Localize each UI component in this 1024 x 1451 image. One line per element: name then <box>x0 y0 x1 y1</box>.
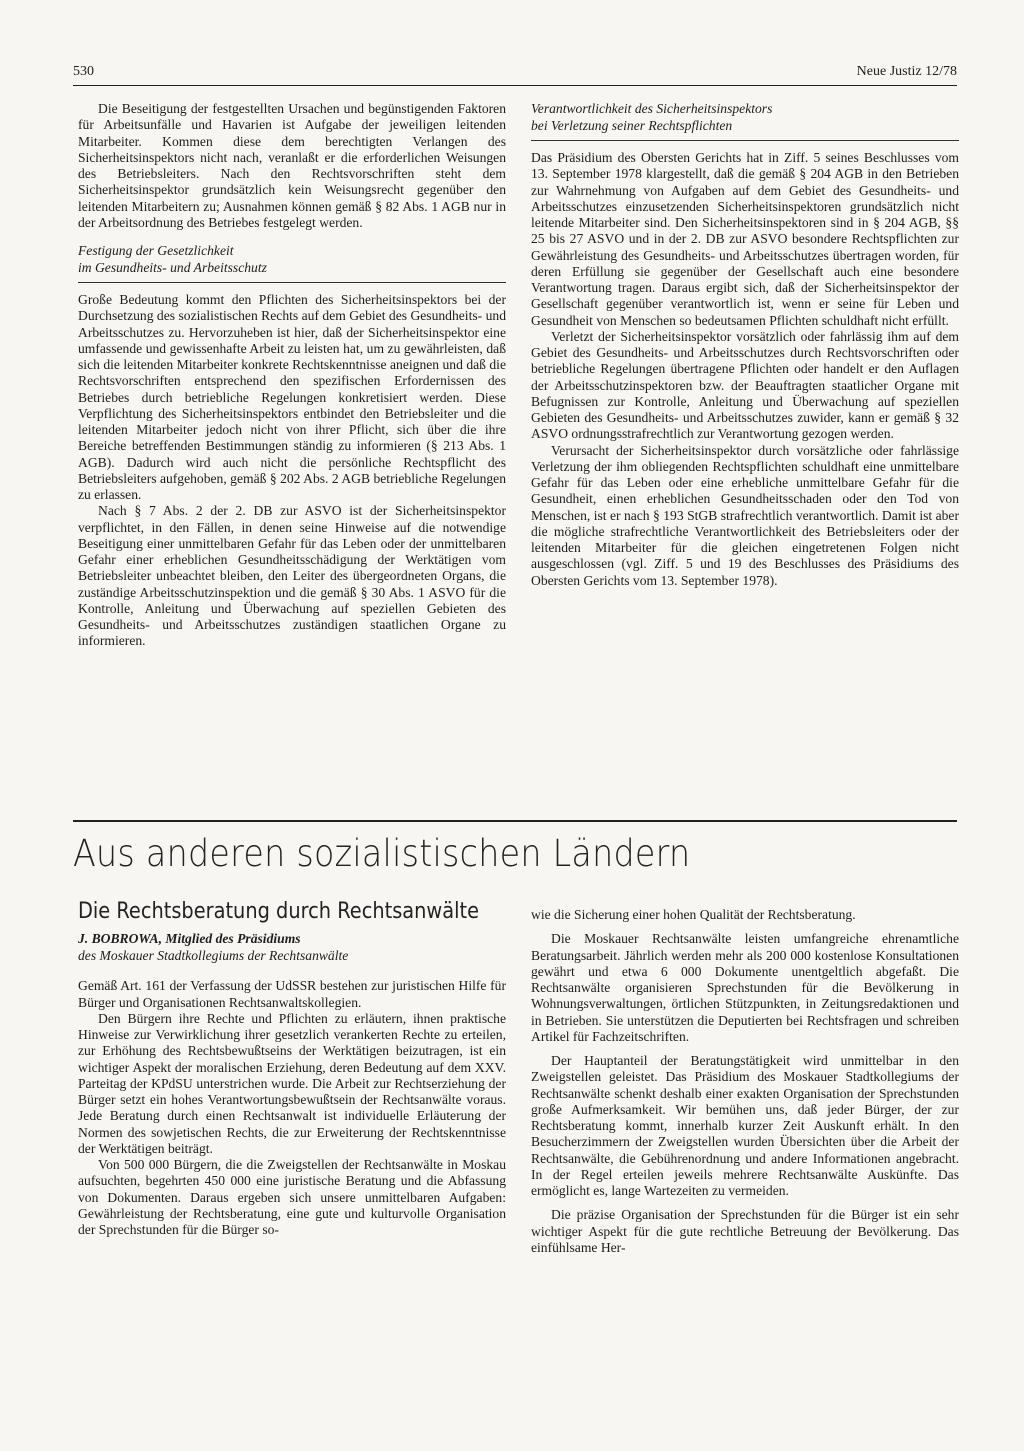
journal-issue: Neue Justiz 12/78 <box>856 64 957 79</box>
right-column-lower <box>531 907 959 1256</box>
subheading <box>531 101 959 134</box>
right-column-upper <box>531 101 959 589</box>
paragraph: Die Beseitigung der festgestellten Ursachen und begünstigenden Faktoren für Arbeitsunfälle und Havarien ist Aufgabe der jeweiligen leitenden Mitarbeiter. Kommen diese dem berechtigten Verlangen des Sicherheitsinspektors nicht nach, veranlaßt er die erforderlichen Weisungen des Betriebsleiters. Nach den Rechtsvorschriften steht dem Sicherheitsinspektor grundsätzlich kein Weisungsrecht gegenüber den leitenden Mitarbeitern zu; Ausnahmen können gemäß § 82 Abs. 1 AGB nur in der Arbeitsordnung des Betriebes festgelegt werden. <box>78 101 506 230</box>
header-rule <box>73 85 957 86</box>
subheading-rule <box>78 282 506 283</box>
paragraph: Die präzise Organisation der Sprechstunden für die Bürger ist ein sehr wichtiger Aspekt für die gute rechtliche Betreuung der Bevölkerung. Das einfühlsame Her- <box>531 1207 959 1255</box>
paragraph: Die Moskauer Rechtsanwälte leisten umfangreiche ehrenamtliche Beratungsarbeit. Jährlich werden mehr als 200 000 kostenlose Konsultationen gewährt und etwa 6 000 Dokumente unentgeltlich abgefaßt. Die Rechtsanwälte organisieren Sprechstunden für die Bevölkerung in Wohnungsverwaltungen, örtlichen Stützpunkten, in Zeitungsredaktionen und in Betrieben. Sie unterstützen die Deputierten bei Rechtsfragen und schreiben Artikel für Fachzeitschriften. <box>531 931 959 1044</box>
subheading-line: im Gesundheits- und Arbeitsschutz <box>78 259 267 275</box>
subheading-rule <box>531 140 959 141</box>
author-role: Mitglied des Präsidiums <box>161 931 301 947</box>
paragraph: Das Präsidium des Obersten Gerichts hat in Ziff. 5 seines Beschlusses vom 13. September 1978 klargestellt, daß die gemäß § 204 AGB in den Betrieben zur Wahrnehmung von Aufgaben auf dem Gebiet des Gesundheits- und Arbeitsschutzes einzusetzenden Sicherheitsinspektoren grundsätzlich nicht leitende Mitarbeiter sind. Den Sicherheitsinspektoren sind in § 204 AGB, §§ 25 bis 27 ASVO und in der 2. DB zur ASVO besondere Rechtspflichten zur Gewährleistung des Gesundheits- und Arbeitsschutzes übertragen worden, für deren Erfüllung sie gegenüber der Gesellschaft auch eine besondere Verantwortung tragen. Daraus ergibt sich, daß der Sicherheitsinspektor der Gesellschaft gegenüber verantwortlich ist, wenn er seine für Leben und Gesundheit von Menschen so bedeutsamen Pflichten schuldhaft nicht erfüllt. <box>531 150 959 328</box>
paragraph: Der Hauptanteil der Beratungstätigkeit wird unmittelbar in den Zweigstellen geleistet. Das Präsidium des Moskauer Stadtkollegiums der Rechtsanwälte schenkt deshalb einer exakten Organisation der Sprechstunden große Aufmerksamkeit. Wir bemühen uns, daß jeder Bürger, der zur Rechtsberatung kommt, innerhalb kurzer Zeit Auskunft erhält. In den Besucherzimmern der Zweigstellen wurden Übersichten über die Arbeit der Rechtsanwälte, die Gebührenordnung und andere Informationen angebracht. In der Regel erteilen jeweils mehrere Rechtsanwälte Auskünfte. Das ermöglicht es, lange Wartezeiten zu vermeiden. <box>531 1053 959 1198</box>
left-column-lower <box>78 899 506 1238</box>
page-header <box>73 64 957 80</box>
paragraph: Nach § 7 Abs. 2 der 2. DB zur ASVO ist der Sicherheitsinspektor verpflichtet, in den Fällen, in denen seine Hinweise auf die notwendige Beseitigung einer unmittelbaren Gefahr für das Leben oder der unmittelbaren Gefahr einer erheblichen Gesundheitsschädigung der Werktätigen vom Betriebsleiter unbeachtet bleiben, den Leiter des übergeordneten Organs, die zuständige Arbeitsschutzinspektion und die gemäß § 30 Abs. 1 ASVO für die Kontrolle, Anleitung und Überwachung auf speziellen Gebieten des Gesundheits- und Arbeitsschutzes zuständigen staatlichen Organe zu informieren. <box>78 503 506 649</box>
paragraph: Gemäß Art. 161 der Verfassung der UdSSR bestehen zur juristischen Hilfe für Bürger und Organisationen Rechtsanwaltskollegien. <box>78 978 506 1010</box>
paragraph: wie die Sicherung einer hohen Qualität der Rechtsberatung. <box>531 907 856 922</box>
author-byline <box>78 930 506 964</box>
subheading-line: bei Verletzung seiner Rechtspflichten <box>531 117 733 133</box>
paragraph: Verletzt der Sicherheitsinspektor vorsätzlich oder fahrlässig ihm auf dem Gebiet des Gesundheits- und Arbeitsschutzes durch Rechtsvorschriften oder betriebliche Regelungen übertragene Pflichten oder handelt er den Auflagen der Arbeitsschutzinspektoren bzw. der Beauftragten staatlicher Organe mit Befugnissen zur Kontrolle, Anleitung und Überwachung auf speziellen Gebieten des Gesundheits- und Arbeitsschutzes zuwider, kann er gemäß § 32 ASVO ordnungsstrafrechtlich zur Verantwortung gezogen werden. <box>531 328 959 442</box>
article-title: Die Rechtsberatung durch Rechtsanwälte <box>78 899 480 924</box>
subheading-line: Festigung der Gesetzlichkeit <box>78 243 234 258</box>
author-organization: des Moskauer Stadtkollegiums der Rechtsanwälte <box>78 948 349 964</box>
author-name: J. BOBROWA, <box>78 931 162 947</box>
paragraph: Von 500 000 Bürgern, die die Zweigstellen der Rechtsanwälte in Moskau aufsuchten, begehrten 450 000 eine juristische Beratung und die Abfassung von Dokumenten. Daraus ergeben sich unsere unmittelbaren Aufgaben: Gewährleistung der Rechtsberatung, eine gute und kulturvolle Organisation der Sprechstunden für die Bürger so- <box>78 1157 506 1237</box>
section-rule <box>73 820 957 822</box>
left-column-upper <box>78 101 506 650</box>
paragraph: Den Bürgern ihre Rechte und Pflichten zu erläutern, ihnen praktische Hinweise zur Verwirklichung ihrer gesetzlich verankerten Rechte zu erteilen, zur Erhöhung des Rechtsbewußtseins der Werktätigen beizutragen, ist ein wichtiger Aspekt der moralischen Erziehung, deren Bedeutung auf dem XXV. Parteitag der KPdSU unterstrichen wurde. Die Arbeit zur Rechtserziehung der Bürger setzt ein hohes Verantwortungsbewußtsein der Rechtsanwälte voraus. Jede Beratung durch einen Rechtsanwalt ist individuelle Erläuterung der Normen des sowjetischen Rechts, die zur Erweiterung der Rechtskenntnisse der Werktätigen beiträgt. <box>78 1010 506 1156</box>
subheading <box>78 243 506 276</box>
paragraph: Große Bedeutung kommt den Pflichten des Sicherheitsinspektors bei der Durchsetzung des sozialistischen Rechts auf dem Gebiet des Gesundheits- und Arbeitsschutzes zu. Hervorzuheben ist hier, daß der Sicherheitsinspektor eine umfassende und gewissenhafte Arbeit zu leisten hat, um zu gewährleisten, daß sich die leitenden Mitarbeiter konkrete Rechtskenntnisse aneignen und daß die Rechtsvorschriften entsprechend den spezifischen Erfordernissen des Betriebes durch betriebliche Regelungen konkretisiert werden. Diese Verpflichtung des Sicherheitsinspektors entbindet den Betriebsleiter und die leitenden Mitarbeiter jedoch nicht von ihrer Pflicht, sich über die ihre Bereiche betreffenden Bestimmungen ständig zu informieren (§ 213 Abs. 1 AGB). Dadurch wird auch nicht die persönliche Rechtspflicht des Betriebsleiters aufgehoben, gemäß § 202 Abs. 2 AGB betriebliche Regelungen zu erlassen. <box>78 292 506 502</box>
subheading-line: Verantwortlichkeit des Sicherheitsinspektors <box>531 101 773 116</box>
section-title: Aus anderen sozialistischen Ländern <box>73 832 691 875</box>
page-number: 530 <box>73 64 94 79</box>
paragraph: Verursacht der Sicherheitsinspektor durch vorsätzliche oder fahrlässige Verletzung der ihm obliegenden Rechtspflichten schuldhaft eine unmittelbare Gefahr für das Leben oder eine erhebliche unmittelbare Gefahr für die Gesundheit, einen erheblichen Gesundheitsschaden oder den Tod von Menschen, ist er nach § 193 StGB strafrechtlich verantwortlich. Damit ist aber die mögliche strafrechtliche Verantwortlichkeit des Betriebsleiters oder der leitenden Mitarbeiter für die gleichen eingetretenen Folgen nicht ausgeschlossen (vgl. Ziff. 5 und 19 des Beschlusses des Präsidiums des Obersten Gerichts vom 13. September 1978). <box>531 442 959 588</box>
